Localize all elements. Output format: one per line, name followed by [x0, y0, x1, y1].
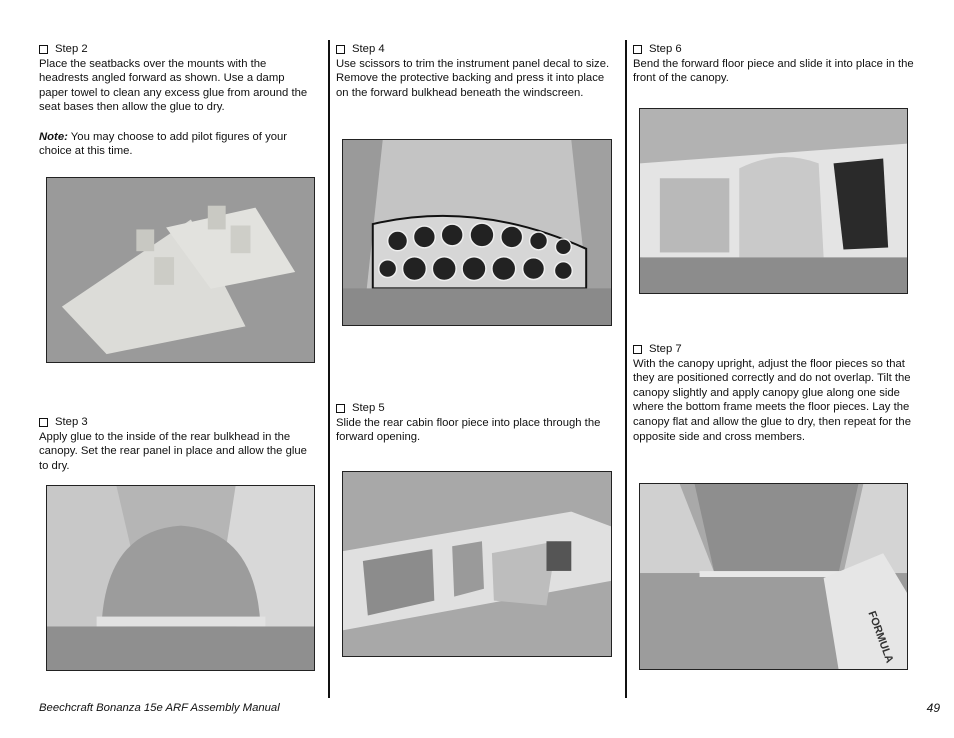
- glue-bottle-label: FORMULA: [865, 609, 896, 665]
- step-6-text: Bend the forward floor piece and slide it into place in the front of the canopy.: [633, 57, 914, 85]
- step-2-text: Place the seatbacks over the mounts with the headrests angled forward as shown. Use a damp paper towel to clean any excess glue from around the seat bases then allow the glue to dry.: [39, 57, 308, 114]
- column-divider-left: [328, 40, 330, 698]
- step-3-text: Apply glue to the inside of the rear bulkhead in the canopy. Set the rear panel in place and allow the glue to dry.: [39, 430, 307, 472]
- checkbox-step-3[interactable]: [39, 418, 48, 427]
- photo-step-3-rear-bulkhead: [46, 485, 315, 671]
- step-6-label: Step 6: [649, 43, 682, 55]
- photo-step-7-gluing: [639, 483, 908, 670]
- checkbox-step-6[interactable]: [633, 45, 642, 54]
- step-5-text: Slide the rear cabin floor piece into place through the forward opening.: [336, 416, 601, 444]
- step-5: [336, 401, 621, 445]
- checkbox-step-7[interactable]: [633, 345, 642, 354]
- step-2-note: [39, 130, 311, 159]
- photo-step-4-instrument-panel: [342, 139, 612, 326]
- step-3: [39, 415, 311, 473]
- step-6: [633, 42, 918, 86]
- step-5-label: Step 5: [352, 402, 385, 414]
- photo-step-5-rear-floor: [342, 471, 612, 657]
- step-7-text: With the canopy upright, adjust the floor pieces so that they are positioned correctly and do not overlap. Tilt the canopy slightly and apply canopy glue along one side where the bottom frame meets the floor pieces. Lay the canopy flat and allow the glue to dry, then repeat for the opposite side and cross members.: [633, 357, 911, 443]
- step-7-label: Step 7: [649, 343, 682, 355]
- photo-step-2-seats: [46, 177, 315, 363]
- checkbox-step-4[interactable]: [336, 45, 345, 54]
- step-4-text: Use scissors to trim the instrument panel decal to size. Remove the protective backing and press it into place on the forward bulkhead beneath the windscreen.: [336, 57, 610, 99]
- page-number: 49: [926, 701, 940, 715]
- step-4-label: Step 4: [352, 43, 385, 55]
- step-2-label: Step 2: [55, 43, 88, 55]
- checkbox-step-5[interactable]: [336, 404, 345, 413]
- step-7: [633, 342, 918, 444]
- step-2: [39, 42, 311, 159]
- step-3-label: Step 3: [55, 416, 88, 428]
- step-4: [336, 42, 611, 100]
- note-text: You may choose to add pilot figures of your choice at this time.: [39, 130, 288, 158]
- manual-title: Beechcraft Bonanza 15e ARF Assembly Manual: [39, 702, 280, 714]
- column-divider-right: [625, 40, 627, 698]
- note-label: Note:: [39, 130, 68, 143]
- photo-step-6-forward-floor: [639, 108, 908, 294]
- checkbox-step-2[interactable]: [39, 45, 48, 54]
